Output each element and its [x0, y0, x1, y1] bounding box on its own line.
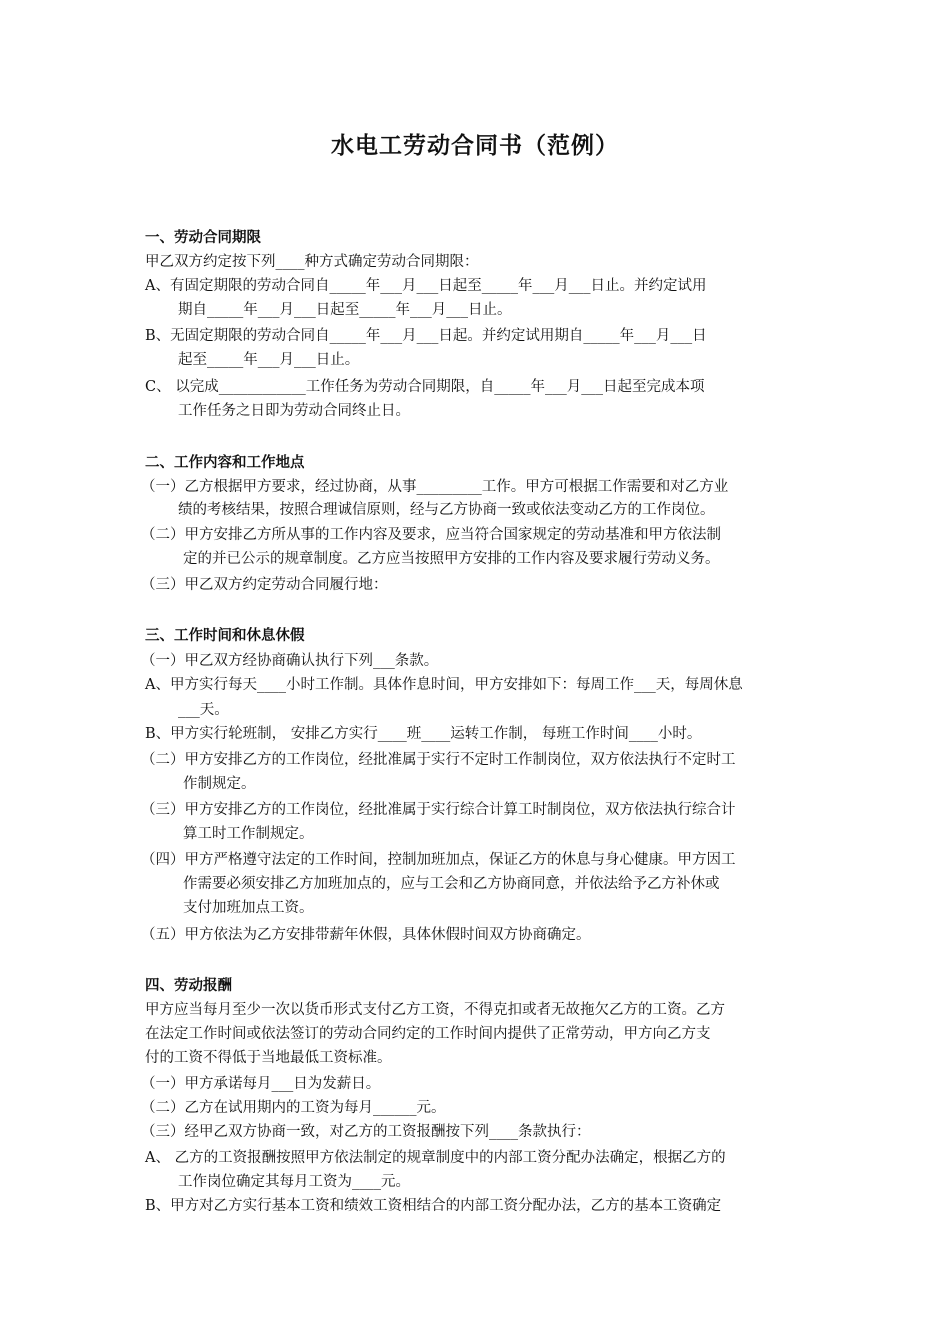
text-line: A、 乙方的工资报酬按照甲方依法制定的规章制度中的内部工资分配办法确定，根据乙方的 — [145, 1150, 726, 1166]
text-line: （四）甲方严格遵守法定的工作时间，控制加班加点，保证乙方的休息与身心健康。甲方因工 — [141, 852, 736, 868]
text-line: 作制规定。 — [183, 776, 256, 792]
text-line: 在法定工作时间或依法签订的劳动合同约定的工作时间内提供了正常劳动，甲方向乙方支 — [145, 1026, 711, 1042]
text-line: （二）甲方安排乙方的工作岗位，经批准属于实行不定时工作制岗位，双方依法执行不定时工 — [141, 752, 736, 768]
text-line: 甲乙双方约定按下列____种方式确定劳动合同期限： — [145, 254, 479, 270]
text-line: B、甲方对乙方实行基本工资和绩效工资相结合的内部工资分配办法，乙方的基本工资确定 — [145, 1198, 722, 1214]
section-heading: 三、工作时间和休息休假 — [145, 628, 305, 644]
text-line: A、有固定期限的劳动合同自_____年___月___日起至_____年___月___日止。并约定试用 — [145, 278, 707, 294]
text-line: 甲方应当每月至少一次以货币形式支付乙方工资，不得克扣或者无故拖欠乙方的工资。乙方 — [145, 1002, 725, 1018]
text-line: （一）甲乙双方经协商确认执行下列___条款。 — [141, 653, 439, 669]
text-line: 工作岗位确定其每月工资为____元。 — [178, 1174, 410, 1190]
document-title: 水电工劳动合同书（范例） — [331, 133, 619, 159]
text-line: （一）甲方承诺每月___日为发薪日。 — [141, 1076, 381, 1092]
text-line: A、甲方实行每天____小时工作制。具体作息时间，甲方安排如下：每周工作___天，每周休息 — [145, 677, 743, 693]
text-line: B、无固定期限的劳动合同自_____年___月___日起。并约定试用期自_____年___月___日 — [145, 328, 707, 344]
section-heading: 一、劳动合同期限 — [145, 230, 261, 246]
text-line: （三）经甲乙双方协商一致，对乙方的工资报酬按下列____条款执行： — [141, 1124, 591, 1140]
text-line: （三）甲乙双方约定劳动合同履行地： — [141, 577, 388, 593]
text-line: 支付加班加点工资。 — [183, 900, 314, 916]
text-line: （三）甲方安排乙方的工作岗位，经批准属于实行综合计算工时制岗位，双方依法执行综合计 — [141, 802, 736, 818]
text-line: （五）甲方依法为乙方安排带薪年休假，具体休假时间双方协商确定。 — [141, 927, 591, 943]
text-line: 付的工资不得低于当地最低工资标准。 — [145, 1050, 392, 1066]
text-line: C、 以完成____________工作任务为劳动合同期限，自_____年___月___日起至完成本项 — [145, 379, 705, 395]
text-line: （二）甲方安排乙方所从事的工作内容及要求，应当符合国家规定的劳动基准和甲方依法制 — [141, 527, 721, 543]
text-line: B、甲方实行轮班制， 安排乙方实行____班____运转工作制， 每班工作时间____小时。 — [145, 726, 702, 742]
text-line: 工作任务之日即为劳动合同终止日。 — [178, 403, 410, 419]
text-line: （二）乙方在试用期内的工资为每月______元。 — [141, 1100, 446, 1116]
text-line: 绩的考核结果，按照合理诚信原则，经与乙方协商一致或依法变动乙方的工作岗位。 — [178, 502, 715, 518]
text-line: 算工时工作制规定。 — [183, 826, 314, 842]
text-line: 作需要必须安排乙方加班加点的，应与工会和乙方协商同意，并依法给予乙方补休或 — [183, 876, 720, 892]
text-line: （一）乙方根据甲方要求，经过协商，从事_________工作。甲方可根据工作需要和对乙方业 — [141, 479, 729, 495]
text-line: 定的并已公示的规章制度。乙方应当按照甲方安排的工作内容及要求履行劳动义务。 — [183, 551, 720, 567]
text-line: 期自_____年___月___日起至_____年___月___日止。 — [178, 302, 512, 318]
section-heading: 四、劳动报酬 — [145, 978, 232, 994]
text-line: ___天。 — [178, 702, 229, 718]
section-heading: 二、工作内容和工作地点 — [145, 455, 305, 471]
text-line: 起至_____年___月___日止。 — [178, 352, 360, 368]
